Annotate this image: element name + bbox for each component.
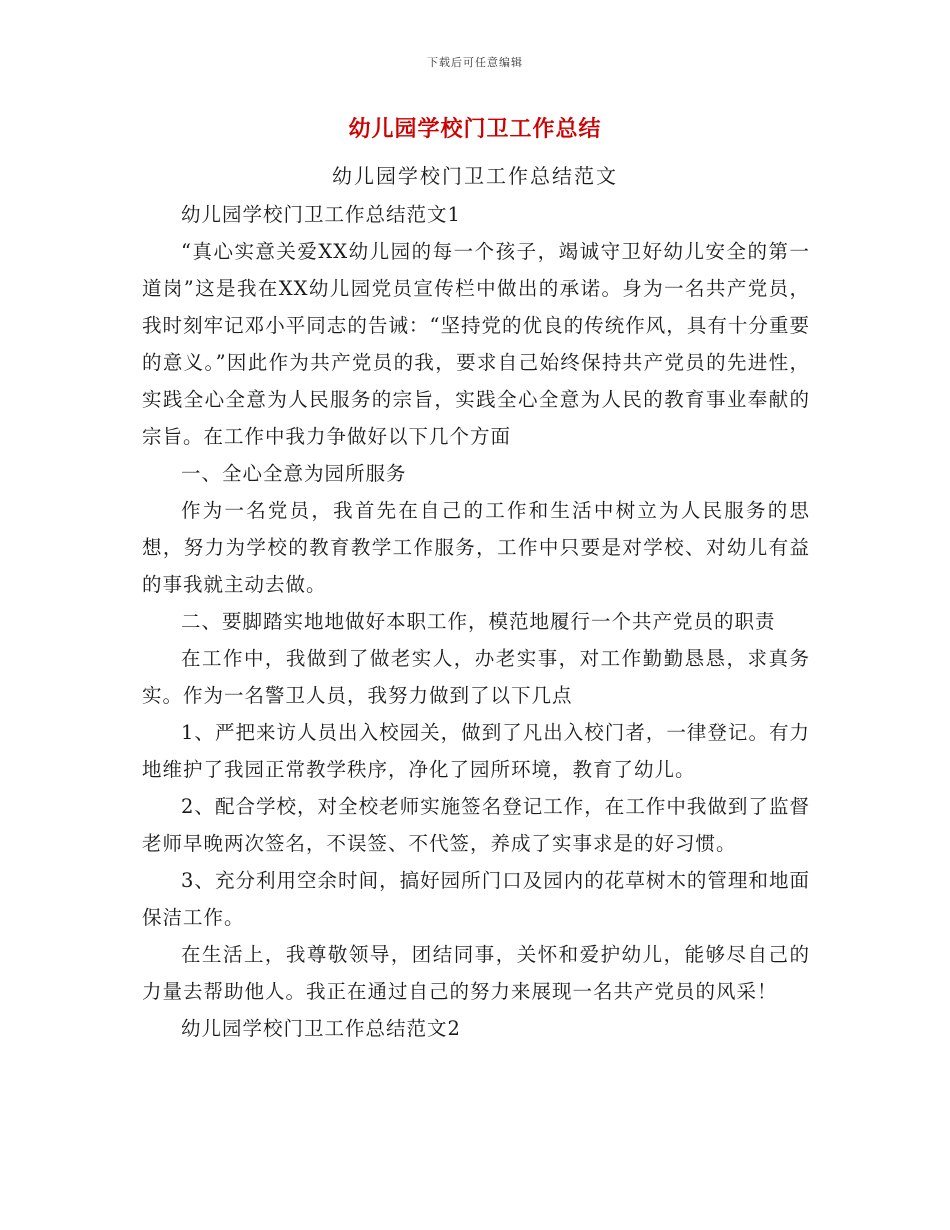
document-title: 幼儿园学校门卫工作总结 xyxy=(348,117,602,142)
paragraph-service: 作为一名党员，我首先在自己的工作和生活中树立为人民服务的思想，努力为学校的教育教学工作服务，工作中只要是对学校、对幼儿有益的事我就主动去做。 xyxy=(142,499,810,596)
section-heading-1: 幼儿园学校门卫工作总结范文1 xyxy=(181,203,461,226)
list-item-2: 2、配合学校，对全校老师实施签名登记工作，在工作中我做到了监督老师早晚两次签名，不误签、不代签，养成了实事求是的好习惯。 xyxy=(142,795,810,855)
paragraph-intro: “真心实意关爱XX幼儿园的每一个孩子，竭诚守卫好幼儿安全的第一道岗”这是我在XX幼儿园党员宣传栏中做出的承诺。身为一名共产党员，我时刻牢记邓小平同志的告诫：“坚持党的优良的传统作风，具有十分重要的意义。”因此作为共产党员的我，要求自己始终保持共产党员的先进性，实践全心全意为人民服务的宗旨，实践全心全意为人民的教育事业奉献的宗旨。在工作中我力争做好以下几个方面 xyxy=(142,240,810,448)
header-note: 下载后可任意编辑 xyxy=(427,56,523,69)
list-item-1: 1、严把来访人员出入校园关，做到了凡出入校门者，一律登记。有力地维护了我园正常教学秩序，净化了园所环境，教育了幼儿。 xyxy=(142,721,810,781)
paragraph-life: 在生活上，我尊敬领导，团结同事，关怀和爱护幼儿，能够尽自己的力量去帮助他人。我正在通过自己的努力来展现一名共产党员的风采！ xyxy=(142,943,810,1003)
section-heading-2: 幼儿园学校门卫工作总结范文2 xyxy=(181,1017,461,1040)
list-item-3: 3、充分利用空余时间，搞好园所门口及园内的花草树木的管理和地面保洁工作。 xyxy=(142,869,810,929)
subheading-1: 一、全心全意为园所服务 xyxy=(181,462,407,485)
subheading-2: 二、要脚踏实地地做好本职工作，模范地履行一个共产党员的职责 xyxy=(181,610,776,633)
paragraph-work: 在工作中，我做到了做老实人，办老实事，对工作勤勤恳恳，求真务实。作为一名警卫人员，我努力做到了以下几点 xyxy=(142,647,810,707)
document-body xyxy=(142,196,810,1047)
document-subtitle: 幼儿园学校门卫工作总结范文 xyxy=(332,164,618,188)
